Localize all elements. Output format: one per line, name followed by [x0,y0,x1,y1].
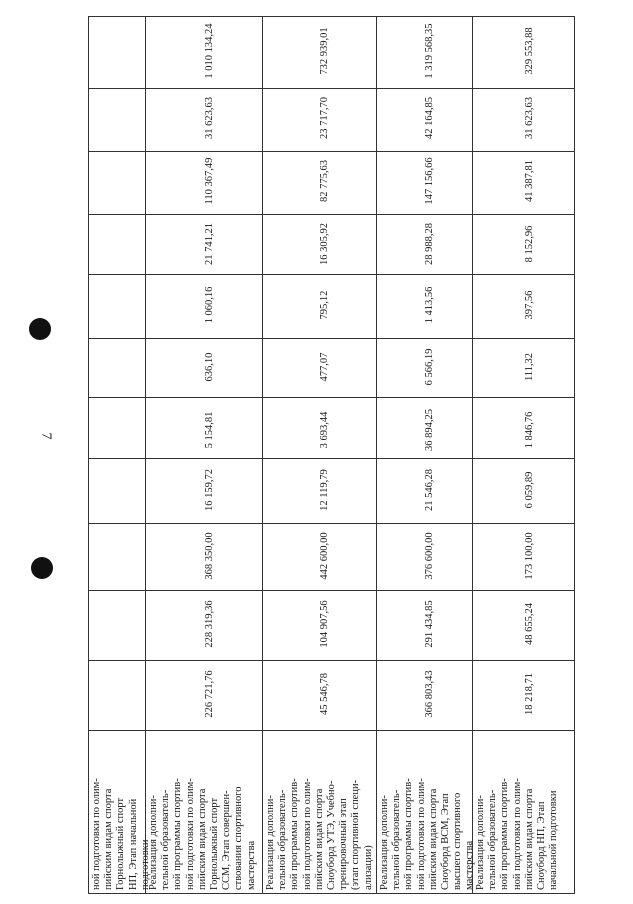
cell-value: 21 741,21 [203,223,215,265]
cell-value: 376 600,00 [424,532,435,580]
row-label-line: Реализация дополни- [379,795,390,890]
cell-value: 5 154,81 [203,411,215,449]
cell-value: 45 546,78 [319,673,330,715]
row-label-line: Сноуборд НП, Этап [536,801,548,890]
column-border [88,660,575,661]
cell-value: 397,56 [523,290,535,320]
row-label-line: ной подготовки по олим- [91,778,102,890]
cell-value: 3 693,44 [319,411,330,449]
row-label-line: мастерства [464,840,476,890]
row-label-line: тельной образователь- [487,789,499,890]
cell-value: 329 553,88 [523,27,535,75]
cell-value: 1 846,76 [523,411,535,449]
cell-value: 16 305,92 [319,223,330,265]
row-label-line: ной программы спортив- [172,778,184,890]
row-label-line: пийским видам спорта [103,788,115,890]
column-border [88,274,575,275]
row-label [148,730,258,890]
row-border [262,16,263,894]
cell-value: 104 907,56 [319,600,330,648]
column-border [88,151,575,152]
row-label-line: ной программы спортив- [289,778,301,890]
cell-value: 21 546,28 [424,469,435,511]
row-label [265,730,375,890]
row-label [379,730,477,890]
cell-value: 28 988,28 [424,223,435,265]
row-label-line: мастерства [245,840,257,890]
row-label-line: тельной образователь- [391,789,403,890]
cell-value: 31 623,63 [203,97,215,139]
page-number: 7 [38,432,54,440]
cell-value: 291 434,85 [424,600,435,648]
row-label-line: НП, Этап начальной [127,798,139,890]
row-label-line: пийским видам спорта [427,788,439,890]
row-label-line: ной подготовки по олим- [415,778,427,890]
cell-value: 42 164,85 [424,97,435,139]
row-label-line: ной подготовки по олим- [184,778,196,890]
row-label-line: Реализация дополни- [265,795,276,890]
cell-value: 82 775,63 [319,160,330,202]
row-label-line: ной подготовки по олим- [511,778,523,890]
cell-value: 1 060,16 [203,286,215,324]
cell-value: 23 717,70 [319,97,330,139]
column-border [88,523,575,524]
cell-value: 173 100,00 [523,532,535,580]
cell-value: 6 566,19 [424,348,435,386]
row-label-line: ной подготовки по олим- [301,778,313,890]
row-label-line: подготовки [139,839,151,890]
cell-value: 18 218,71 [523,673,535,715]
cell-value: 1 010 134,24 [203,23,215,79]
row-label-line: Горнолыжный спорт [209,797,221,890]
column-border [88,338,575,339]
row-label-line: тренировочный этап [338,798,350,890]
row-label-line: тельной образователь- [277,789,289,890]
cell-value: 795,12 [319,290,330,320]
column-border [88,88,575,89]
cell-value: 12 119,79 [319,469,330,511]
row-label-line: пийским видам спорта [196,788,208,890]
row-label-line: начальной подготовки [548,790,560,890]
cell-value: 368 350,00 [203,532,215,580]
row-label-line: ализации) [362,845,374,890]
punch-hole-top [29,318,51,340]
cell-value: 442 600,00 [319,532,330,580]
cell-value: 31 623,63 [523,97,535,139]
cell-value: 48 655,24 [523,603,535,645]
row-label [91,730,152,890]
cell-value: 41 387,81 [523,160,535,202]
cell-value: 147 156,66 [424,157,435,205]
cell-value: 36 894,25 [424,409,435,451]
row-label-line: пийским видам спорта [523,788,535,890]
row-label-line: Реализация дополни- [148,795,159,890]
column-border [88,214,575,215]
row-label-line: ствования спортивного [233,786,245,890]
row-label-line: Реализация дополни- [475,795,486,890]
row-label-line: Горнолыжный спорт [115,797,127,890]
row-label-line: ной программы спортив- [499,778,511,890]
row-label-line: ССМ, Этап совершен- [221,790,233,890]
cell-value: 636,10 [203,352,215,382]
row-label-line: высшего спортивного [452,792,464,890]
cell-value: 228 319,36 [203,600,215,648]
column-border [88,458,575,459]
cell-value: 111,32 [523,352,535,382]
column-border [88,590,575,591]
cell-value: 1 319 568,35 [424,23,435,79]
row-label [475,730,560,890]
punch-hole-bottom [31,557,53,579]
cell-value: 1 413,56 [424,286,435,324]
column-border [88,397,575,398]
row-label-line: (этап спортивной специ- [350,779,362,890]
row-label-line: пийским видам спорта [313,788,325,890]
row-label-line: тельной образователь- [160,789,172,890]
row-label-line: Сноуборд УТЭ, Учебно- [326,780,338,890]
cell-value: 6 059,89 [523,471,535,509]
cell-value: 16 159,72 [203,469,215,511]
cell-value: 110 367,49 [203,157,215,205]
row-border [376,16,377,894]
cell-value: 226 721,76 [203,670,215,718]
row-label-line: Сноуборд ВСМ, Этап [440,793,452,890]
cell-value: 8 152,96 [523,225,535,263]
row-label-line: ной программы спортив- [403,778,415,890]
cell-value: 732 939,01 [319,27,330,75]
cell-value: 477,07 [319,352,330,382]
cell-value: 366 803,43 [424,670,435,718]
